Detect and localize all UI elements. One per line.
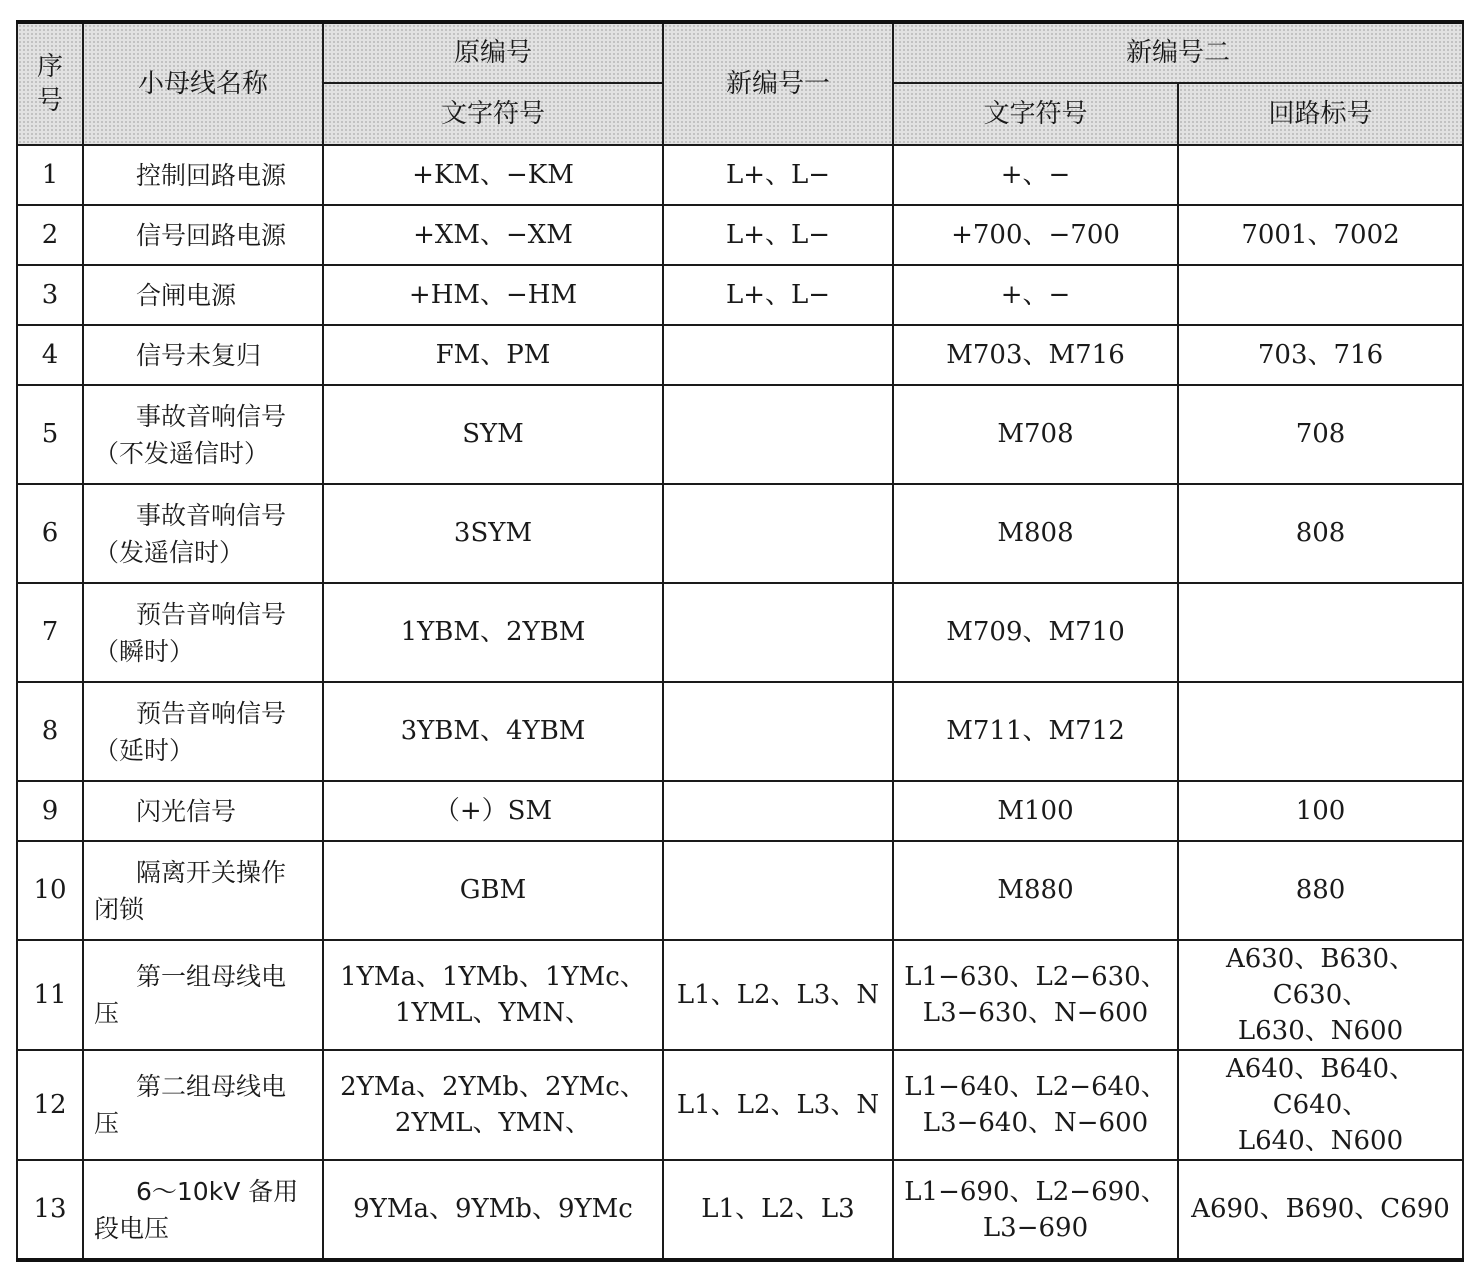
row-seq: 4 (17, 325, 83, 385)
table-row (17, 205, 1463, 265)
header-old-code: 原编号 (323, 22, 663, 83)
row-seq: 3 (17, 265, 83, 325)
row-circuit-label-line1: A640、B640、C640、 (1225, 1054, 1416, 1120)
row-new-code-one (663, 325, 893, 385)
row-name-line2: （发遥信时） (94, 537, 245, 567)
row-name-line1: 6～10kV 备用 (136, 1176, 299, 1206)
row-circuit-label: A690、B690、C690 (1178, 1160, 1463, 1260)
row-old-symbol: GBM (323, 841, 663, 940)
row-circuit-label (1178, 1050, 1463, 1160)
row-new-code-one (663, 385, 893, 484)
table-row (17, 583, 1463, 682)
row-circuit-label: 703、716 (1178, 325, 1463, 385)
busbar-code-table-wrapper (16, 20, 1462, 1262)
header-seq (17, 22, 83, 145)
row-new-text-symbol-line1: L1−640、L2−640、 (904, 1072, 1167, 1102)
row-name (83, 841, 323, 940)
row-name-line2: 压 (94, 1109, 120, 1138)
header-name: 小母线名称 (83, 22, 323, 145)
row-name (83, 1160, 323, 1260)
row-name-line2: 段电压 (94, 1213, 170, 1243)
row-old-symbol: 9YMa、9YMb、9YMc (323, 1160, 663, 1260)
row-circuit-label (1178, 265, 1463, 325)
row-new-code-one: L1、L2、L3、N (663, 1050, 893, 1160)
row-circuit-label-line2: L630、N600 (1237, 1016, 1404, 1046)
table-row (17, 325, 1463, 385)
row-name (83, 583, 323, 682)
row-circuit-label: 7001、7002 (1178, 205, 1463, 265)
table-row (17, 265, 1463, 325)
row-new-text-symbol: M709、M710 (893, 583, 1178, 682)
row-name-line1: 预告音响信号 (136, 599, 287, 629)
row-old-symbol (323, 1050, 663, 1160)
row-seq: 1 (17, 145, 83, 205)
row-name (83, 265, 323, 325)
row-seq: 5 (17, 385, 83, 484)
row-new-text-symbol (893, 940, 1178, 1050)
row-circuit-label: 808 (1178, 484, 1463, 583)
row-new-code-one (663, 841, 893, 940)
row-name-line2: （延时） (94, 735, 195, 765)
row-seq: 11 (17, 940, 83, 1050)
table-row (17, 385, 1463, 484)
row-old-symbol-line1: 1YMa、1YMb、1YMc、 (340, 962, 646, 992)
table-row (17, 682, 1463, 781)
row-old-symbol: +HM、−HM (323, 265, 663, 325)
row-name-line1: 闪光信号 (136, 796, 237, 826)
row-seq: 10 (17, 841, 83, 940)
row-name (83, 385, 323, 484)
row-new-code-one: L+、L− (663, 265, 893, 325)
row-name-line2: （瞬时） (94, 636, 195, 666)
row-new-text-symbol (893, 1050, 1178, 1160)
row-name-line1: 控制回路电源 (136, 160, 287, 190)
row-old-symbol: 3SYM (323, 484, 663, 583)
row-new-code-one: L+、L− (663, 145, 893, 205)
row-old-symbol: SYM (323, 385, 663, 484)
row-new-text-symbol-line1: L1−630、L2−630、 (904, 962, 1167, 992)
table-row (17, 1160, 1463, 1260)
row-new-text-symbol: M711、M712 (893, 682, 1178, 781)
row-new-text-symbol: M100 (893, 781, 1178, 841)
row-seq: 9 (17, 781, 83, 841)
row-name-line1: 隔离开关操作 (136, 857, 287, 887)
header-old-text-symbol: 文字符号 (323, 83, 663, 145)
header-seq-line1: 序 (36, 52, 63, 82)
row-name-line1: 第二组母线电 (136, 1072, 287, 1101)
table-row (17, 484, 1463, 583)
row-new-text-symbol-line2: L3−640、N−600 (922, 1108, 1149, 1138)
header-circuit-label: 回路标号 (1178, 83, 1463, 145)
row-circuit-label: 880 (1178, 841, 1463, 940)
row-seq: 2 (17, 205, 83, 265)
row-circuit-label: 100 (1178, 781, 1463, 841)
row-new-text-symbol-line2: L3−630、N−600 (922, 998, 1149, 1028)
row-seq: 12 (17, 1050, 83, 1160)
row-circuit-label (1178, 682, 1463, 781)
table-row (17, 841, 1463, 940)
row-name-line1: 第一组母线电 (136, 962, 287, 991)
table-row (17, 1050, 1463, 1160)
row-circuit-label-line1: A630、B630、C630、 (1225, 944, 1416, 1010)
row-name-line1: 事故音响信号 (136, 401, 287, 431)
row-old-symbol: FM、PM (323, 325, 663, 385)
row-name-line1: 预告音响信号 (136, 698, 287, 728)
row-old-symbol: 1YBM、2YBM (323, 583, 663, 682)
row-new-code-one (663, 484, 893, 583)
row-old-symbol: +XM、−XM (323, 205, 663, 265)
row-name-line1: 合闸电源 (136, 280, 237, 310)
table-row (17, 145, 1463, 205)
row-new-text-symbol: +、− (893, 265, 1178, 325)
row-old-symbol-line2: 1YML、YMN、 (394, 998, 592, 1028)
row-name-line1: 信号未复归 (136, 340, 262, 370)
row-circuit-label-line2: L640、N600 (1237, 1126, 1404, 1156)
row-new-text-symbol: M880 (893, 841, 1178, 940)
row-name (83, 325, 323, 385)
row-new-text-symbol: +、− (893, 145, 1178, 205)
row-old-symbol-line2: 2YML、YMN、 (394, 1108, 592, 1138)
row-new-code-one (663, 682, 893, 781)
row-new-code-one (663, 583, 893, 682)
header-new-text-symbol: 文字符号 (893, 83, 1178, 145)
row-name (83, 145, 323, 205)
row-new-code-one (663, 781, 893, 841)
table-row (17, 940, 1463, 1050)
row-name-line2: （不发遥信时） (94, 438, 270, 468)
row-new-text-symbol: +700、−700 (893, 205, 1178, 265)
header-seq-line2: 号 (36, 86, 63, 116)
row-name (83, 781, 323, 841)
row-name (83, 205, 323, 265)
row-new-code-one: L1、L2、L3、N (663, 940, 893, 1050)
row-name-line2: 闭锁 (94, 894, 145, 924)
row-new-code-one: L1、L2、L3 (663, 1160, 893, 1260)
row-name-line1: 信号回路电源 (136, 220, 287, 250)
header-row-1 (17, 22, 1463, 83)
row-seq: 7 (17, 583, 83, 682)
row-new-text-symbol (893, 1160, 1178, 1260)
row-old-symbol-line1: 2YMa、2YMb、2YMc、 (340, 1072, 646, 1102)
row-old-symbol: （+）SM (323, 781, 663, 841)
row-name (83, 940, 323, 1050)
row-old-symbol (323, 940, 663, 1050)
row-name-line2: 压 (94, 999, 120, 1028)
row-name (83, 484, 323, 583)
row-new-code-one: L+、L− (663, 205, 893, 265)
row-new-text-symbol: M703、M716 (893, 325, 1178, 385)
row-seq: 6 (17, 484, 83, 583)
row-seq: 8 (17, 682, 83, 781)
row-seq: 13 (17, 1160, 83, 1260)
row-new-text-symbol: M708 (893, 385, 1178, 484)
row-old-symbol: 3YBM、4YBM (323, 682, 663, 781)
table-row (17, 781, 1463, 841)
busbar-code-table (16, 20, 1464, 1262)
row-circuit-label: 708 (1178, 385, 1463, 484)
header-new-code-two: 新编号二 (893, 22, 1463, 83)
row-new-text-symbol-line2: L3−690 (982, 1212, 1089, 1243)
row-old-symbol: +KM、−KM (323, 145, 663, 205)
row-circuit-label (1178, 145, 1463, 205)
row-new-text-symbol-line1: L1−690、L2−690、 (904, 1176, 1167, 1207)
row-circuit-label (1178, 940, 1463, 1050)
row-name (83, 1050, 323, 1160)
row-new-text-symbol: M808 (893, 484, 1178, 583)
row-name-line1: 事故音响信号 (136, 500, 287, 530)
row-name (83, 682, 323, 781)
row-circuit-label (1178, 583, 1463, 682)
header-new-code-one: 新编号一 (663, 22, 893, 145)
